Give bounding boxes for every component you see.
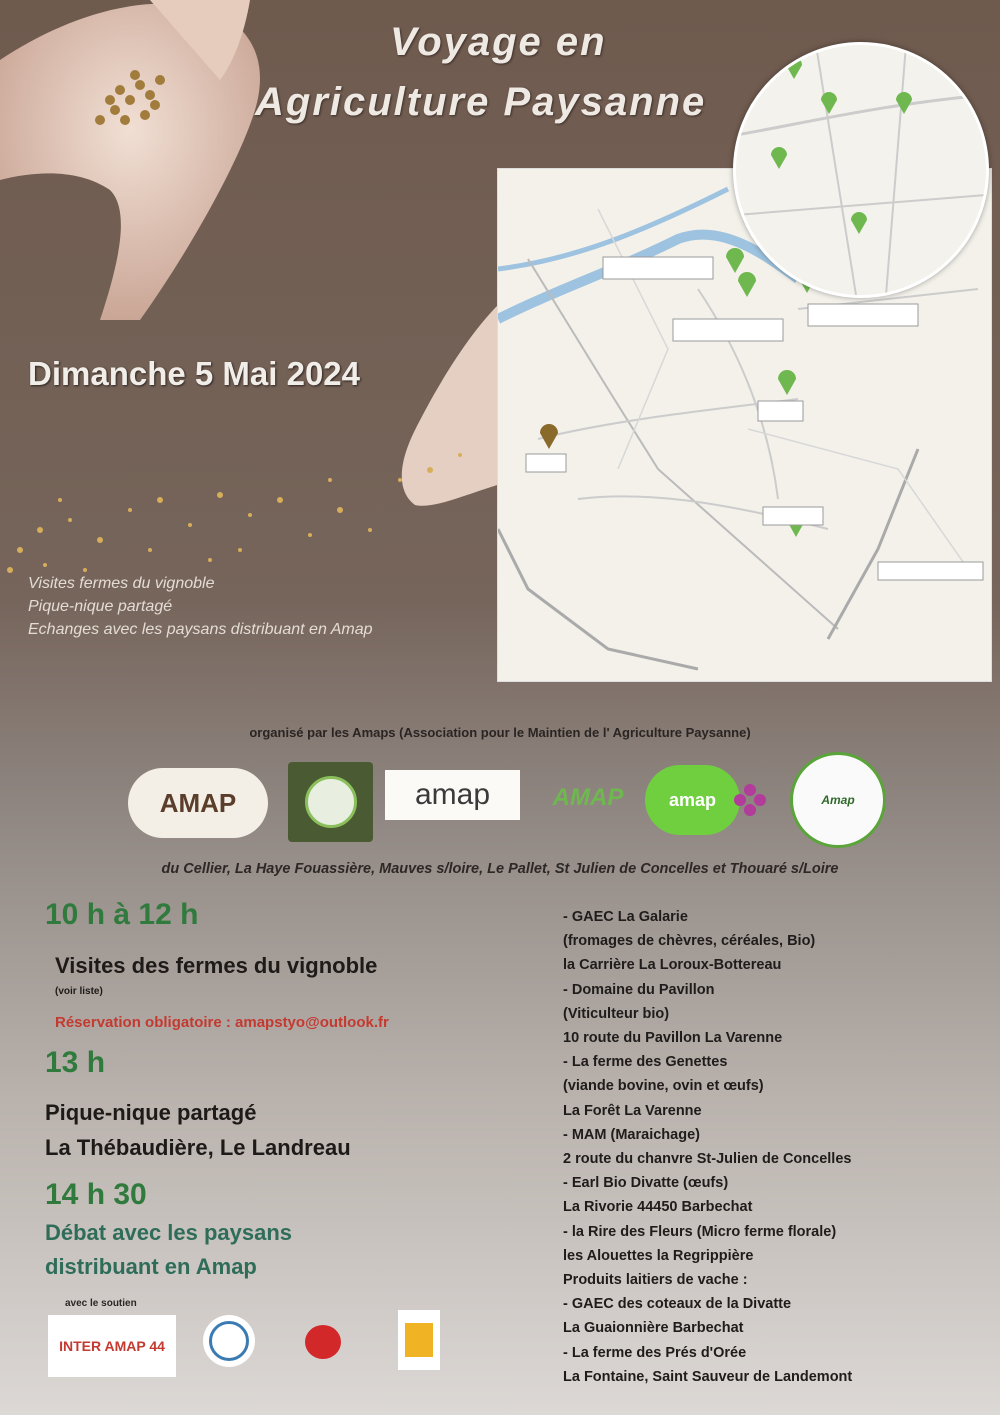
farm-line: Produits laitiers de vache : xyxy=(563,1272,748,1289)
time-morning: 10 h à 12 h xyxy=(45,898,199,931)
map-zoom-inset xyxy=(733,42,989,298)
flower-icon xyxy=(730,780,770,820)
farm-line: La Fontaine, Saint Sauveur de Landemont xyxy=(563,1368,853,1385)
amap-logo-4-text: AMAP xyxy=(552,783,624,811)
map-zoom-roads xyxy=(736,45,986,295)
partners-label: avec le soutien xyxy=(65,1298,137,1309)
partner-logo-3-emblem xyxy=(305,1325,341,1359)
amap-logo-6 xyxy=(790,752,886,848)
amap-logo-5-text: amap xyxy=(668,789,717,810)
partner-logo-interamap xyxy=(48,1315,176,1377)
reservation-line: Réservation obligatoire : amapstyo@outlook.fr xyxy=(55,1014,389,1031)
partner-logo-2 xyxy=(203,1315,255,1367)
farm-line: - GAEC des coteaux de la Divatte xyxy=(563,1296,792,1313)
picnic-location: La Thébaudière, Le Landreau xyxy=(45,1135,351,1160)
partner-logo-interamap-text: INTER AMAP 44 xyxy=(59,1338,165,1354)
amap-logo-1 xyxy=(128,768,268,838)
debate-line1: Débat avec les paysans xyxy=(45,1220,293,1245)
farm-line: les Alouettes la Regrippière xyxy=(563,1247,754,1264)
farm-line: La Rivorie 44450 Barbechat xyxy=(563,1199,753,1216)
feature-exchanges: Echanges avec les paysans distribuant en Amap xyxy=(28,621,373,638)
farm-line: La Guaionnière Barbechat xyxy=(563,1320,744,1337)
farm-line: la Carrière La Loroux-Bottereau xyxy=(563,957,782,974)
amap-logo-3-text: amap xyxy=(414,778,491,811)
partner-logo-4 xyxy=(398,1310,440,1370)
farm-line: - la Rire des Fleurs (Micro ferme florale) xyxy=(563,1223,837,1240)
farm-line: - La ferme des Genettes xyxy=(563,1054,728,1071)
event-date: Dimanche 5 Mai 2024 xyxy=(28,355,360,392)
farm-line: (fromages de chèvres, céréales, Bio) xyxy=(563,933,816,950)
farms-list xyxy=(563,905,983,1389)
amap-logo-2-emblem xyxy=(305,776,357,828)
farm-line: - La ferme des Prés d'Orée xyxy=(563,1344,747,1361)
farm-line: 2 route du chanvre St-Julien de Concelles xyxy=(563,1151,852,1168)
farm-line: - Earl Bio Divatte (œufs) xyxy=(563,1175,729,1192)
morning-activity: Visites des fermes du vignoble xyxy=(55,953,378,978)
feature-picnic: Pique-nique partagé xyxy=(28,598,173,615)
farm-line: (viande bovine, ovin et œufs) xyxy=(563,1078,764,1095)
seeds-decoration xyxy=(0,440,500,580)
partner-logo-2-emblem xyxy=(209,1321,249,1361)
farm-line: 10 route du Pavillon La Varenne xyxy=(563,1030,783,1047)
hand-seeds-photo xyxy=(0,0,330,330)
partner-logo-4-emblem xyxy=(405,1323,433,1357)
time-afternoon: 14 h 30 xyxy=(45,1178,147,1211)
amap-logo-4 xyxy=(538,775,638,820)
amap-logo-2 xyxy=(288,762,373,842)
amap-logo-3 xyxy=(385,770,520,820)
towns-line: du Cellier, La Haye Fouassière, Mauves s/loire, Le Pallet, St Julien de Concelles et Thouaré s/Loire xyxy=(161,861,839,877)
partner-logo-3 xyxy=(300,1322,346,1362)
amap-logo-6-text: Amap xyxy=(821,793,855,807)
picnic-title: Pique-nique partagé xyxy=(45,1100,257,1125)
farm-line: - MAM (Maraichage) xyxy=(563,1126,700,1143)
feature-visits: Visites fermes du vignoble xyxy=(28,575,215,592)
amap-logo-5 xyxy=(645,765,740,835)
amap-logo-1-text: AMAP xyxy=(159,787,237,818)
farm-line: (Viticulteur bio) xyxy=(563,1005,670,1022)
debate-line2: distribuant en Amap xyxy=(45,1254,257,1279)
time-noon: 13 h xyxy=(45,1046,106,1079)
poster-title-line1: Voyage en xyxy=(390,20,607,64)
organiser-line: organisé par les Amaps (Association pour le Maintien de l' Agriculture Paysanne) xyxy=(249,725,751,740)
farm-line: - Domaine du Pavillon xyxy=(563,981,715,998)
poster-title-line2: Agriculture Paysanne xyxy=(255,80,707,124)
morning-note: (voir liste) xyxy=(55,986,103,997)
farm-line: - GAEC La Galarie xyxy=(563,909,688,925)
farm-line: La Forêt La Varenne xyxy=(563,1102,702,1119)
